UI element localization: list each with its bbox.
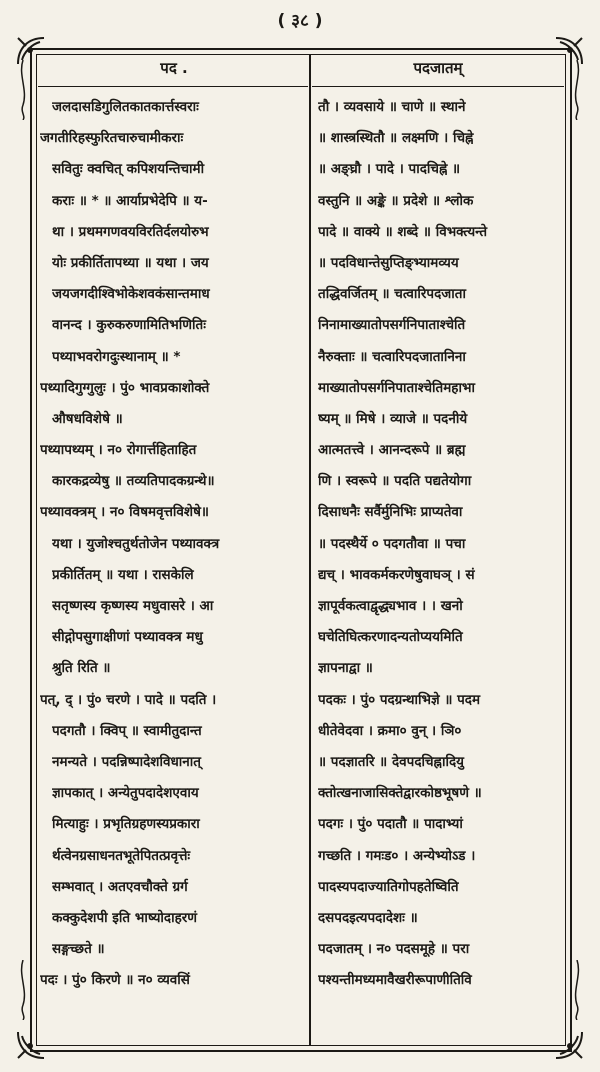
right-column-heading: पदजातम् (413, 59, 463, 77)
text-line: ॥ पदविधान्तेसुप्तिङ्भ्यामव्यय (318, 254, 459, 271)
text-line: ज्ञापूर्वकत्वाद्वृद्ध्यभाव । । खनो (318, 598, 463, 614)
text-line: औषधविशेषे ॥ (52, 410, 123, 427)
text-line: धीतेवेदवा । क्रमा० वुन् । ञि० (318, 722, 462, 739)
text-line: योः प्रकीर्तितापथ्या ॥ यथा । जय (52, 254, 209, 271)
entry-headword-line: पदः । पुं० किरणे ॥ न० व्यवसिं (40, 972, 190, 989)
text-line: ॥ पदस्थैर्ये ० पदगतौवा ॥ पचा (318, 535, 466, 552)
text-line: ष्यम् ॥ मिषे । व्याजे ॥ पदनीये (318, 410, 468, 427)
heading-rule (312, 86, 564, 87)
entry-headword-line: पथ्यावक्त्रम् । न० विषमवृत्तविशेषे॥ (40, 504, 209, 521)
heading-rule (38, 86, 308, 87)
corner-ornament-icon (14, 1028, 48, 1062)
text-line: पादे ॥ वाक्ये ॥ शब्दे ॥ विभक्त्यन्ते (318, 223, 488, 240)
text-line: गच्छति । गमःड० । अन्येभ्योऽड । (318, 847, 476, 864)
left-column-heading: पद . (160, 59, 188, 77)
text-line: क्तोत्खनाजासिक्तेद्वारकोष्ठभूषणे ॥ (318, 785, 482, 802)
entry-headword-line: पत्, द् । पुं० चरणे । पादे ॥ पदति । (40, 691, 217, 708)
text-line: नैरुक्ताः ॥ चत्वारिपदजातानिना (318, 348, 466, 365)
entry-headword-line: पथ्यादिगुग्गुलुः । पुं० भावप्रकाशोक्ते (40, 379, 210, 396)
text-line: ज्ञापकात् । अन्येतुपदादेशएवाय (52, 785, 199, 802)
text-line: वस्तुनि ॥ अङ्के ॥ प्रदेशे ॥ श्लोक (318, 192, 474, 209)
text-line: द्यच् । भावकर्मकरणेषुवाघञ् । सं (318, 566, 475, 583)
text-line: ॥ पदज्ञातरि ॥ देवपदचिह्नादियु (318, 753, 464, 770)
text-line: तौ । व्यवसाये ॥ चाणे ॥ स्थाने (318, 99, 466, 115)
page-number: ( ३८ ) (277, 11, 323, 31)
text-line: दसपदइत्यपदादेशः ॥ (318, 909, 418, 926)
text-line: सीद्गोपसुगाक्षीणां पथ्यावक्त्र मधु (52, 629, 203, 646)
entry-headword-line: पदजातम् । न० पदसमूहे ॥ परा (318, 941, 470, 958)
text-line: ॥ अङ्घ्रौ । पादे । पादचिह्ने ॥ (318, 161, 461, 178)
column-divider (309, 54, 311, 1046)
text-line: घचेतिघित्करणादन्यतोप्ययमिति (318, 629, 463, 646)
text-line: यथा । युजोश्चतुर्थतोजेन पथ्यावक्त्र (52, 535, 220, 552)
text-line: ज्ञापनाद्वा ॥ (318, 660, 373, 677)
text-line: णि । स्वरूपे ॥ पदति पद्यतेयोगा (318, 473, 472, 490)
text-line: माख्यातोपसर्गनिपाताश्चेतिमहाभा (318, 379, 475, 396)
text-line: कारकद्रव्येषु ॥ तव्यतिपादकग्रन्थे॥ (52, 473, 215, 490)
text-line: जलदासडिगुलितकातकार्त्तस्वराः (52, 99, 199, 115)
side-flourish-icon (572, 60, 582, 120)
text-line: प्रकीर्तितम् ॥ यथा । रासकेलि (52, 566, 194, 583)
text-line: सवितुः क्वचित् कपिशयन्तिचामी (52, 161, 205, 178)
text-line: सङ्गच्छते ॥ (52, 941, 105, 958)
entry-headword-line: पदकः । पुं० पदग्रन्थाभिज्ञे ॥ पदम (318, 691, 481, 708)
text-line: पदगतौ । क्विप् ॥ स्वामीतुदान्त (52, 722, 202, 739)
text-line: कक्कुदेशपी इति भाष्योदाहरणं (52, 909, 198, 926)
text-line: मित्याहुः । प्रभृतिग्रहणस्यप्रकारा (52, 816, 200, 833)
text-line: पश्यन्तीमध्यमावैखरीरूपाणीतिवि (318, 972, 472, 989)
entry-headword-line: पथ्यापथ्यम् । न० रोगार्त्तहिताहित (40, 442, 197, 459)
text-line: श्रुति रिति ॥ (52, 660, 111, 677)
text-line: तद्धिवर्जितम् ॥ चत्वारिपदजाता (318, 286, 466, 303)
text-line: ॥ शास्त्रस्थितौ ॥ लक्ष्मणि । चिह्ने (318, 130, 474, 147)
text-line: दिसाधनैः सर्वैर्मुनिभिः प्राप्यतेवा (318, 504, 463, 521)
text-line: कराः ॥ * ॥ आर्याप्रभेदेपि ॥ य- (52, 192, 208, 209)
corner-ornament-icon (552, 1028, 586, 1062)
side-flourish-icon (18, 60, 28, 120)
text-line: पथ्याभवरोगदुःस्थानाम् ॥ * (52, 348, 181, 365)
text-line: नमन्यते । पदन्निष्पादेशविधानात् (52, 753, 201, 770)
text-line: वानन्द । कुरुकरुणामितिभणितिः (52, 317, 206, 334)
entry-headword-line: पदगः । पुं० पदातौ ॥ पादाभ्यां (318, 816, 463, 833)
side-flourish-icon (572, 960, 582, 1020)
text-line: पादस्यपदाज्यातिगोपहतेष्विति (318, 878, 459, 895)
text-line: जगतीरिहस्फुरितचारुचामीकराः (40, 130, 184, 147)
text-line: सतृष्णस्य कृष्णस्य मधुवासरे । आ (52, 598, 214, 614)
text-line: जयजगदीश्विभोकेशवकंसान्तमाध (52, 286, 210, 303)
text-line: र्थत्वेनग्रसाधनतभूतेपितत्प्रवृत्तेः (52, 847, 191, 864)
right-column-text (318, 92, 568, 996)
side-flourish-icon (18, 960, 28, 1020)
text-line: निनामाख्यातोपसर्गनिपाताश्चेति (318, 317, 466, 334)
text-line: सम्भवात् । अतएवचौक्ते ग्रर्ग (52, 878, 188, 895)
text-line: था । प्रथमगणवयविरतिर्दलयोरुभ (52, 223, 209, 240)
text-line: आत्मतत्त्वे । आनन्दरूपे ॥ ब्रह्म (318, 442, 466, 459)
left-column-text (40, 92, 306, 996)
